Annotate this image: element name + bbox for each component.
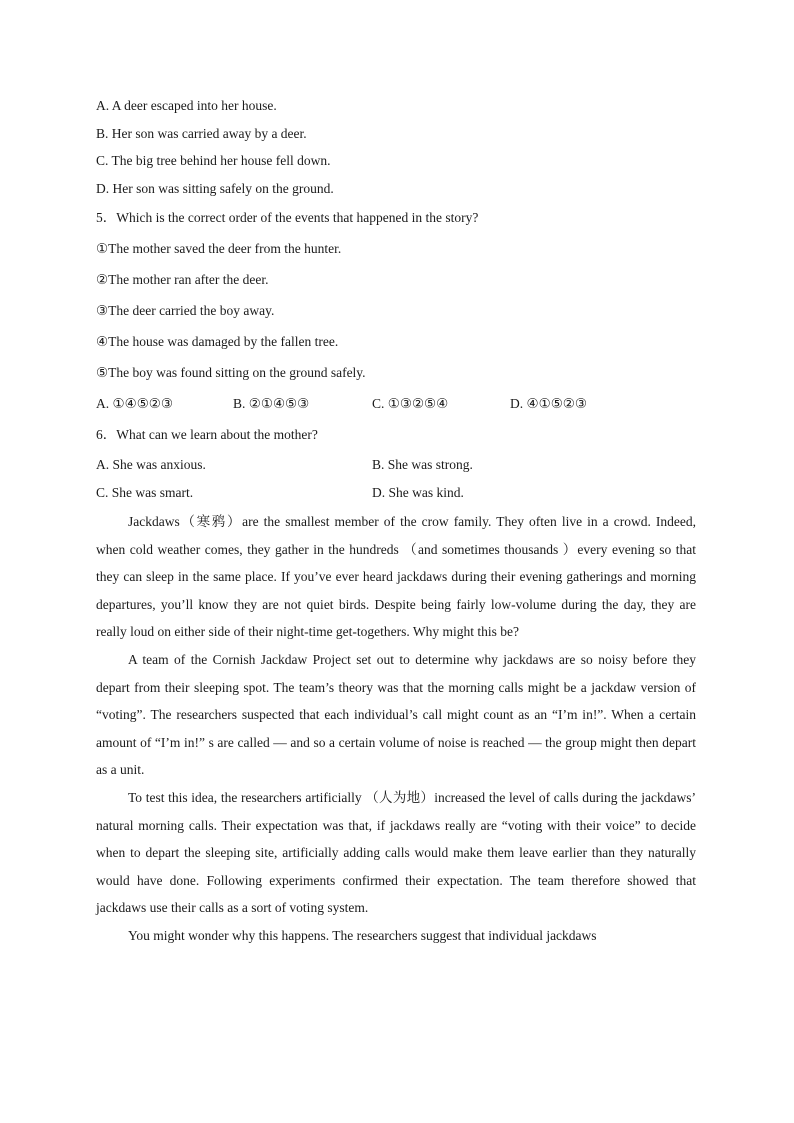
q6-option-a: A. She was anxious. [96, 457, 206, 472]
q6-question: 6．What can we learn about the mother? [96, 427, 318, 442]
passage-paragraph-1: Jackdaws（寒鸦）are the smallest member of the crow family. They often live in a crowd. Indeed, when cold weather comes, they gather in the hundreds （and sometimes thousands ）every evening so that they can sleep in the same place. If you’ve ever heard jackdaws during their evening gatherings and morning departures, you’ll know they are not quiet birds. Despite being fairly low-volume during the day, they are really loud on either side of their night-time get-togethers. Why might this be? [96, 514, 696, 640]
passage-paragraph-4: You might wonder why this happens. The researchers suggest that individual jackdaws [128, 927, 597, 943]
q5-event-2: ②The mother ran after the deer. [96, 272, 269, 287]
passage [96, 508, 696, 950]
q6-option-b: B. She was strong. [372, 457, 473, 472]
q5-event-1: ①The mother saved the deer from the hunter. [96, 241, 342, 256]
passage-paragraph-2: A team of the Cornish Jackdaw Project set out to determine why jackdaws are so noisy before they depart from their sleeping spot. The team’s theory was that the morning calls might be a jackdaw version of “voting”. The researchers suspected that each individual’s call might count as an “I’m in!”. When a certain amount of “I’m in!” s are called — and so a certain volume of noise is reached — the group might then depart as a unit. [96, 651, 696, 778]
q6-option-d: D. She was kind. [372, 485, 464, 500]
passage-paragraph-3: To test this idea, the researchers artificially （人为地）increased the level of calls during the jackdaws’ natural morning calls. Their expectation was that, if jackdaws really are “voting with their voice” to decide when to depart the sleeping site, artificially adding calls would make them leave earlier than they naturally would have done. Following experiments confirmed their expectation. The team therefore showed that jackdaws use their calls as a sort of voting system. [96, 789, 696, 916]
q4-option-c: C. The big tree behind her house fell down. [96, 153, 331, 168]
q5-event-4: ④The house was damaged by the fallen tree. [96, 334, 339, 349]
q4-option-d: D. Her son was sitting safely on the ground. [96, 181, 334, 196]
q4-option-a: A. A deer escaped into her house. [96, 98, 277, 113]
q5-event-5: ⑤The boy was found sitting on the ground safely. [96, 365, 366, 380]
q5-question: 5．Which is the correct order of the events that happened in the story? [96, 210, 479, 225]
q5-event-3: ③The deer carried the boy away. [96, 303, 275, 318]
q5-option-d: D. ④①⑤②③ [510, 396, 588, 411]
q5-option-b: B. ②①④⑤③ [233, 396, 310, 411]
q5-option-a: A. ①④⑤②③ [96, 396, 174, 411]
q4-option-b: B. Her son was carried away by a deer. [96, 126, 307, 141]
q5-option-c: C. ①③②⑤④ [372, 396, 449, 411]
q6-option-c: C. She was smart. [96, 485, 194, 500]
